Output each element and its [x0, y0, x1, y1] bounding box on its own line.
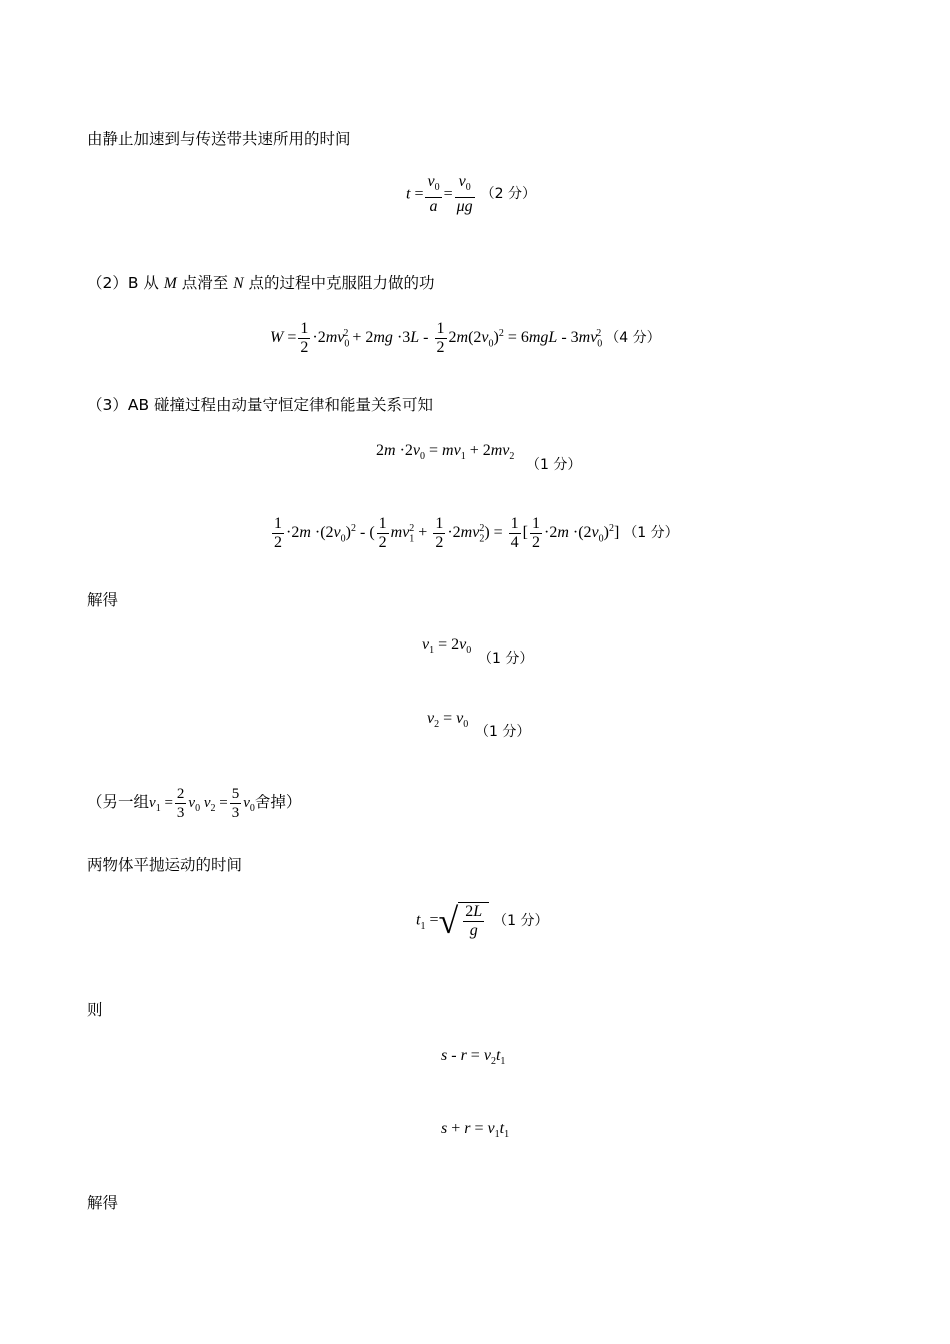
text-segment: （2）B 从 — [87, 274, 159, 292]
equation-time: t = $\frac{v_0}{a}$ = $\frac{v_0}{\mu g}$ （2 分） — [406, 173, 537, 216]
text-line-5 — [87, 780, 301, 824]
text-line-6: 两物体平抛运动的时间 — [87, 856, 243, 874]
sqrt-symbol: √ $\frac{2L}{g}$ — [438, 902, 489, 940]
text-segment: 点的过程中克服阻力做的功 — [248, 274, 435, 292]
text-segment: 点滑至 — [181, 274, 229, 292]
equation-t1: $t_1$ =√ $\frac{2L}{g}$ （1 分） — [416, 901, 549, 941]
text-line-4: 解得 — [87, 591, 119, 609]
equation-energy: $\frac{1}{2}$ $\cdot 2m \cdot(2v_0)^2$ - ( $\frac{1}{2}$ $mv_1^2$ + $\frac{1}{2}$ $\cdot 2mv_2^2$) = $\frac{1}{4}$ [ $\frac{1}{2}$ $\cdot 2m \cdot(2v_0)^2$] （1 分） — [274, 515, 679, 551]
alternative-solution: $v_1$ = $\frac{2}{3}$ $v_0$ $v_2$ = $\frac{5}{3}$ $v_0$ — [149, 786, 255, 822]
score-label: （1 分） — [623, 525, 679, 542]
equation-s-minus-r: $s - r = v_2t_1$ — [441, 1047, 506, 1068]
score-label: （1 分） — [475, 724, 531, 740]
score-label: （4 分） — [605, 330, 661, 347]
text-line-2 — [87, 273, 434, 294]
score-label: （1 分） — [478, 651, 534, 667]
equation-work: W = $\frac{1}{2}$ $\cdot 2mv_0^2 + 2mg \cdot 3L$ - $\frac{1}{2}$ $2m(2v_0)^2 = 6mgL - 3mv_0^2$ （4 分） — [270, 320, 661, 356]
text-segment: （另一组 — [87, 793, 150, 811]
equation-momentum: $2m \cdot 2v_0 = mv_1 + 2mv_2$ （1 分） — [376, 442, 582, 473]
score-label: （1 分） — [493, 912, 549, 929]
equation-v2: $v_2 = v_0$ （1 分） — [427, 710, 531, 740]
text-line-7: 则 — [87, 1001, 103, 1019]
symbol-N: N — [233, 275, 244, 292]
equation-v1: $v_1 = 2v_0$ （1 分） — [422, 636, 534, 667]
text-segment: 舍掉） — [254, 793, 302, 811]
equation-s-plus-r: $s + r = v_1t_1$ — [441, 1120, 510, 1141]
text-line-3: （3）AB 碰撞过程由动量守恒定律和能量关系可知 — [87, 396, 434, 414]
text-line-1: 由静止加速到与传送带共速所用的时间 — [87, 130, 351, 148]
score-label: （1 分） — [526, 457, 582, 473]
symbol-M: M — [163, 275, 177, 292]
score-label: （2 分） — [480, 186, 537, 203]
text-line-8: 解得 — [87, 1194, 119, 1212]
